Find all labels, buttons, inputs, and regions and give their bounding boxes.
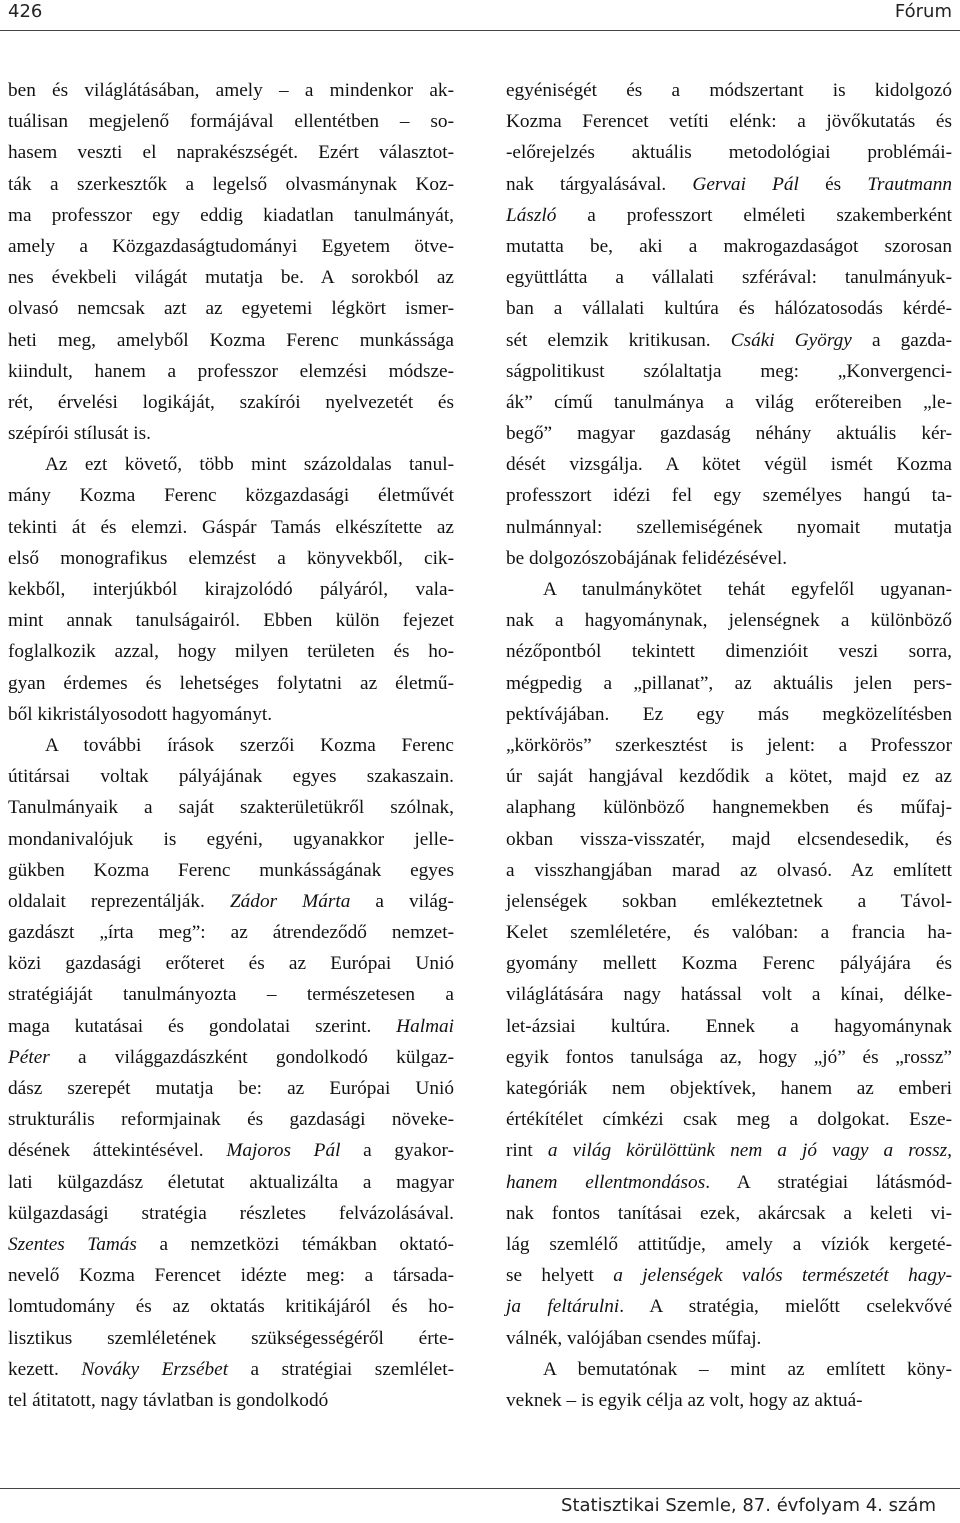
paragraph (506, 75, 952, 574)
text-segment: a gyakor- (340, 1140, 455, 1162)
text-line (8, 169, 454, 200)
text-segment: heti meg, amelyből Kozma Ferenc munkássága (8, 329, 454, 351)
text-segment: A további írások szerzői Kozma Ferenc (45, 734, 454, 756)
text-segment: foglalkozik azzal, hogy milyen területen és ho- (8, 641, 454, 663)
text-segment: a visszhangjában marad az olvasó. Az említett (506, 859, 952, 881)
text-segment: a világ- (350, 890, 454, 912)
text-line (8, 979, 454, 1010)
header-rule (0, 30, 960, 31)
text-line (8, 293, 454, 324)
text-segment: tel átitatott, nagy távlatban is gondolkodó (8, 1389, 329, 1411)
text-line (8, 1354, 454, 1385)
text-segment: dász szerepét mutatja be: az Európai Unió (8, 1078, 454, 1099)
text-line (506, 75, 952, 106)
text-line (506, 262, 952, 293)
text-line (8, 605, 454, 636)
text-line (506, 1073, 952, 1104)
italic-name: Csáki György (730, 329, 852, 351)
text-line (506, 1385, 952, 1416)
text-segment: oldalait reprezentálják. (8, 890, 230, 912)
text-segment: a professzort elméleti szakemberként (556, 204, 952, 226)
text-segment: Az ezt követő, több mint százoldalas tanul- (45, 454, 454, 476)
text-segment: kiindult, hanem a professzor elemzési módsze- (8, 360, 454, 382)
text-line (8, 636, 454, 667)
text-segment: rét, érvelési logikáját, szakírói nyelvezetét és (8, 391, 454, 413)
text-segment: lág szemlélő attitűdje, amely a víziók kergeté- (506, 1233, 952, 1255)
text-line (8, 792, 454, 823)
text-segment: első monografikus elemzést a könyvekből, cik- (8, 547, 454, 569)
text-segment: külgazdasági stratégia részletes felvázolásával. (8, 1202, 454, 1224)
text-segment: a gazda- (851, 329, 952, 351)
italic-name: hanem ellentmondásos (506, 1171, 706, 1193)
text-line (506, 668, 952, 699)
right-column (506, 75, 952, 1416)
text-line (8, 917, 454, 948)
text-segment: nes évekbeli világát mutatja be. A sorokból az (8, 267, 454, 289)
text-segment: a világgazdászként gondolkodó külgaz- (49, 1046, 454, 1068)
text-segment: A tanulmánykötet tehát egyfelől ugyanan- (543, 579, 952, 600)
text-line (506, 605, 952, 636)
text-line (506, 917, 952, 948)
text-segment: maga kutatásai és gondolatai szerint. (8, 1015, 397, 1037)
text-line (506, 169, 952, 200)
text-line (506, 886, 952, 917)
italic-name: Majoros Pál (226, 1140, 341, 1162)
text-line (8, 730, 454, 761)
text-segment: alaphang különböző hangnemekben és műfaj- (506, 797, 952, 819)
text-segment: a nemzetközi témákban oktató- (136, 1233, 454, 1255)
text-line (506, 761, 952, 792)
text-line (506, 1104, 952, 1135)
text-segment: gyomány mellett Kozma Ferenc pályájára és (506, 953, 952, 975)
text-line (8, 574, 454, 605)
page-number: 426 (8, 1, 43, 22)
text-segment: . A stratégia, mielőtt cselekvővé (619, 1296, 952, 1318)
text-segment: szépírói stílusát is. (8, 423, 151, 445)
paragraph (506, 1354, 952, 1416)
text-line (506, 636, 952, 667)
text-line (506, 979, 952, 1010)
page-header (0, 0, 960, 30)
text-segment: mutatta be, aki a makrogazdaságot szorosan (506, 235, 952, 257)
italic-name: Nováky Erzsébet (81, 1358, 229, 1380)
text-line (8, 699, 454, 730)
text-segment: Kelet szemléletére, és valóban: a francia ha- (506, 922, 952, 944)
text-segment: -előrejelzés aktuális metodológiai problémái- (506, 142, 952, 164)
text-segment: gyan érdemes és lehetséges folytatni az életmű- (8, 672, 454, 694)
italic-name: Szentes Tamás (8, 1233, 137, 1255)
italic-name: a világ körülöttünk nem a jó vagy a rossz, (547, 1140, 952, 1162)
text-line (8, 1385, 454, 1416)
text-line (8, 543, 454, 574)
text-line (8, 262, 454, 293)
text-segment: együttlátta a vállalati szférával: tanulmányuk- (506, 267, 952, 289)
text-line (8, 1011, 454, 1042)
italic-name: Gervai Pál (692, 173, 799, 195)
text-segment: lisztikus szemléletének szükségességéről érte- (8, 1327, 454, 1349)
text-line (506, 137, 952, 168)
text-line (8, 512, 454, 543)
text-line (8, 200, 454, 231)
text-segment: Kozma Ferencet vetíti elénk: a jövőkutatás és (506, 111, 952, 133)
text-line (506, 824, 952, 855)
paragraph (8, 730, 454, 1416)
text-line (8, 855, 454, 886)
text-segment: begő” magyar gazdaság néhány aktuális kér- (506, 423, 952, 445)
text-line (506, 418, 952, 449)
text-line (8, 75, 454, 106)
italic-name: Zádor Márta (229, 890, 351, 912)
text-segment: kezett. (8, 1358, 82, 1380)
text-line (8, 824, 454, 855)
text-line (506, 512, 952, 543)
text-line (8, 325, 454, 356)
text-segment: pektívájában. Ez egy más megközelítésben (506, 703, 952, 725)
text-segment: désének áttekintésével. (8, 1140, 227, 1162)
italic-name: Halmai (396, 1015, 454, 1037)
text-line (8, 761, 454, 792)
text-line (8, 1323, 454, 1354)
text-segment: közi gazdasági erőteret és az Európai Unió (8, 953, 454, 975)
text-line (8, 1042, 454, 1073)
text-line (506, 1042, 952, 1073)
text-segment: ban a vállalati kultúra és hálózatosodás kérdé- (506, 298, 952, 320)
text-segment: amely a Közgazdaságtudományi Egyetem ötve- (8, 235, 454, 257)
footer-rule (0, 1488, 960, 1489)
text-segment: úr saját hangjával kezdődik a kötet, majd ez az (506, 766, 952, 788)
text-line (506, 1291, 952, 1322)
text-segment: mint annak tanulságairól. Ebben külön fejezet (8, 610, 454, 632)
italic-name: a jelenségek valós természetét hagy- (613, 1265, 952, 1287)
text-segment: lati külgazdász életutat aktualizálta a magyar (8, 1171, 454, 1193)
italic-name: Péter (8, 1046, 50, 1068)
text-line (8, 1104, 454, 1135)
text-line (506, 387, 952, 418)
text-line (8, 106, 454, 137)
text-segment: . A stratégiai látásmód- (705, 1171, 953, 1193)
text-line (8, 231, 454, 262)
text-segment: rint (506, 1140, 548, 1162)
text-segment: sét elemzik kritikusan. (506, 329, 731, 351)
text-line (8, 137, 454, 168)
text-line (506, 574, 952, 605)
text-segment: útitársai voltak pályájának egyes szakaszain. (8, 766, 454, 788)
text-segment: gazdászt „írta meg”: az átrendeződő nemzet- (8, 922, 454, 944)
text-line (506, 543, 952, 574)
text-segment: hasem veszti el naprakészségét. Ezért választot- (8, 142, 454, 164)
text-segment: tekinti át és elemzi. Gáspár Tamás elkészítette az (8, 516, 454, 538)
text-line (8, 449, 454, 480)
text-line (506, 325, 952, 356)
text-segment: okban vissza-visszatér, majd elcsendesedik, és (506, 828, 952, 850)
text-segment: olvasó nemcsak azt az egyetemi légkört ismer- (8, 298, 454, 320)
text-line (8, 1198, 454, 1229)
text-segment: a stratégiai szemlélet- (228, 1358, 454, 1380)
text-line (506, 1167, 952, 1198)
text-line (506, 948, 952, 979)
text-line (8, 1135, 454, 1166)
text-line (8, 480, 454, 511)
text-segment: egyik fontos tanulsága az, hogy „jó” és „rossz” (506, 1046, 952, 1068)
text-line (506, 293, 952, 324)
paragraph (8, 75, 454, 449)
text-segment: let-ázsiai kultúra. Ennek a hagyománynak (506, 1015, 952, 1037)
text-segment: lomtudomány és az oktatás kritikájáról és ho- (8, 1296, 454, 1318)
text-segment: se helyett (506, 1265, 614, 1287)
text-segment: ák” című tanulmánya a világ erőtereiben „le- (506, 391, 952, 413)
paragraph (506, 574, 952, 1354)
text-line (506, 1323, 952, 1354)
text-segment: mégpedig a „pillanat”, az aktuális jelen pers- (506, 672, 952, 694)
text-segment: jelenségek sokban emlékeztetnek a Távol- (506, 890, 952, 912)
text-line (506, 1229, 952, 1260)
text-line (8, 356, 454, 387)
text-line (506, 855, 952, 886)
text-line (8, 886, 454, 917)
text-segment: veknek – is egyik célja az volt, hogy az aktuá- (506, 1389, 863, 1411)
text-segment: stratégiáját tanulmányozta – természetesen a (8, 984, 454, 1006)
text-line (8, 668, 454, 699)
text-line (8, 1167, 454, 1198)
text-line (506, 1198, 952, 1229)
text-segment: ma professzor egy eddig kiadatlan tanulmányát, (8, 204, 454, 226)
text-line (506, 200, 952, 231)
text-segment: nak tárgyalásával. (506, 173, 693, 195)
text-segment: nézőpontból tekintett dimenzióit veszi sorra, (506, 641, 952, 663)
text-segment: ben és világlátásában, amely – a mindenkor ak- (8, 80, 454, 101)
italic-name: Trautmann (867, 173, 952, 195)
text-segment: be dolgozószobájának felidézésével. (506, 547, 788, 569)
text-segment: válnék, valójában csendes műfaj. (506, 1327, 762, 1349)
text-line (8, 1291, 454, 1322)
text-segment: nak a hagyománynak, jelenségnek a különböző (506, 610, 952, 632)
text-segment: gükben Kozma Ferenc munkásságának egyes (8, 859, 454, 881)
text-line (506, 1135, 952, 1166)
text-line (8, 387, 454, 418)
text-line (506, 231, 952, 262)
text-segment: egyéniségét és a módszertant is kidolgozó (506, 80, 952, 101)
section-name: Fórum (894, 1, 952, 22)
text-segment: Tanulmányaik a saját szakterületükről szólnak, (8, 797, 454, 819)
text-line (8, 1073, 454, 1104)
text-line (506, 480, 952, 511)
text-segment: ből kikristályosodott hagyományt. (8, 703, 273, 725)
text-segment: tuálisan megjelenő formájával ellentétben – so- (8, 111, 454, 133)
text-segment: strukturális reformjainak és gazdasági növeke- (8, 1109, 454, 1131)
text-segment: A bemutatónak – mint az említett köny- (543, 1358, 952, 1380)
text-line (506, 449, 952, 480)
text-segment: „körkörös” szerkesztést is jelent: a Professzor (506, 734, 952, 756)
text-line (8, 948, 454, 979)
text-line (506, 1354, 952, 1385)
text-segment: dését vizsgálja. A kötet végül ismét Kozma (506, 454, 952, 476)
text-segment: kekből, interjúkból kirajzolódó pályáról, vala- (8, 579, 454, 600)
text-line (506, 1260, 952, 1291)
text-line (506, 699, 952, 730)
text-segment: mány Kozma Ferenc közgazdasági életművét (8, 485, 454, 507)
left-column (8, 75, 454, 1416)
text-segment: professzort idézi fel egy személyes hangú ta- (506, 485, 952, 507)
text-line (506, 106, 952, 137)
italic-name: László (506, 204, 557, 226)
text-segment: és (798, 173, 868, 195)
text-segment: kategóriák nem objektívek, hanem az emberi (506, 1078, 952, 1099)
text-line (506, 356, 952, 387)
journal-footer: Statisztikai Szemle, 87. évfolyam 4. szám (561, 1495, 936, 1516)
text-segment: nak fontos tanításai ezek, akárcsak a keleti vi- (506, 1202, 952, 1224)
italic-name: ja feltárulni (506, 1296, 620, 1318)
text-line (8, 418, 454, 449)
text-segment: nulmánnyal: szellemiségének nyomait mutatja (506, 516, 952, 538)
text-line (506, 730, 952, 761)
text-segment: mondanivalójuk is egyéni, ugyanakkor jelle- (8, 828, 454, 850)
text-segment: nevelő Kozma Ferencet idézte meg: a társada- (8, 1265, 454, 1287)
text-segment: értékítélet címkézi csak meg a dolgokat. Esze- (506, 1109, 952, 1131)
text-line (506, 1011, 952, 1042)
paragraph (8, 449, 454, 730)
text-segment: ságpolitikust szólaltatja meg: „Konvergenci- (506, 360, 952, 382)
text-line (8, 1229, 454, 1260)
text-line (506, 792, 952, 823)
text-line (8, 1260, 454, 1291)
text-segment: ták a szerkesztők a legelső olvasmánynak Koz- (8, 173, 454, 195)
text-segment: világlátására nagy hatással volt a kínai, délke- (506, 984, 952, 1006)
